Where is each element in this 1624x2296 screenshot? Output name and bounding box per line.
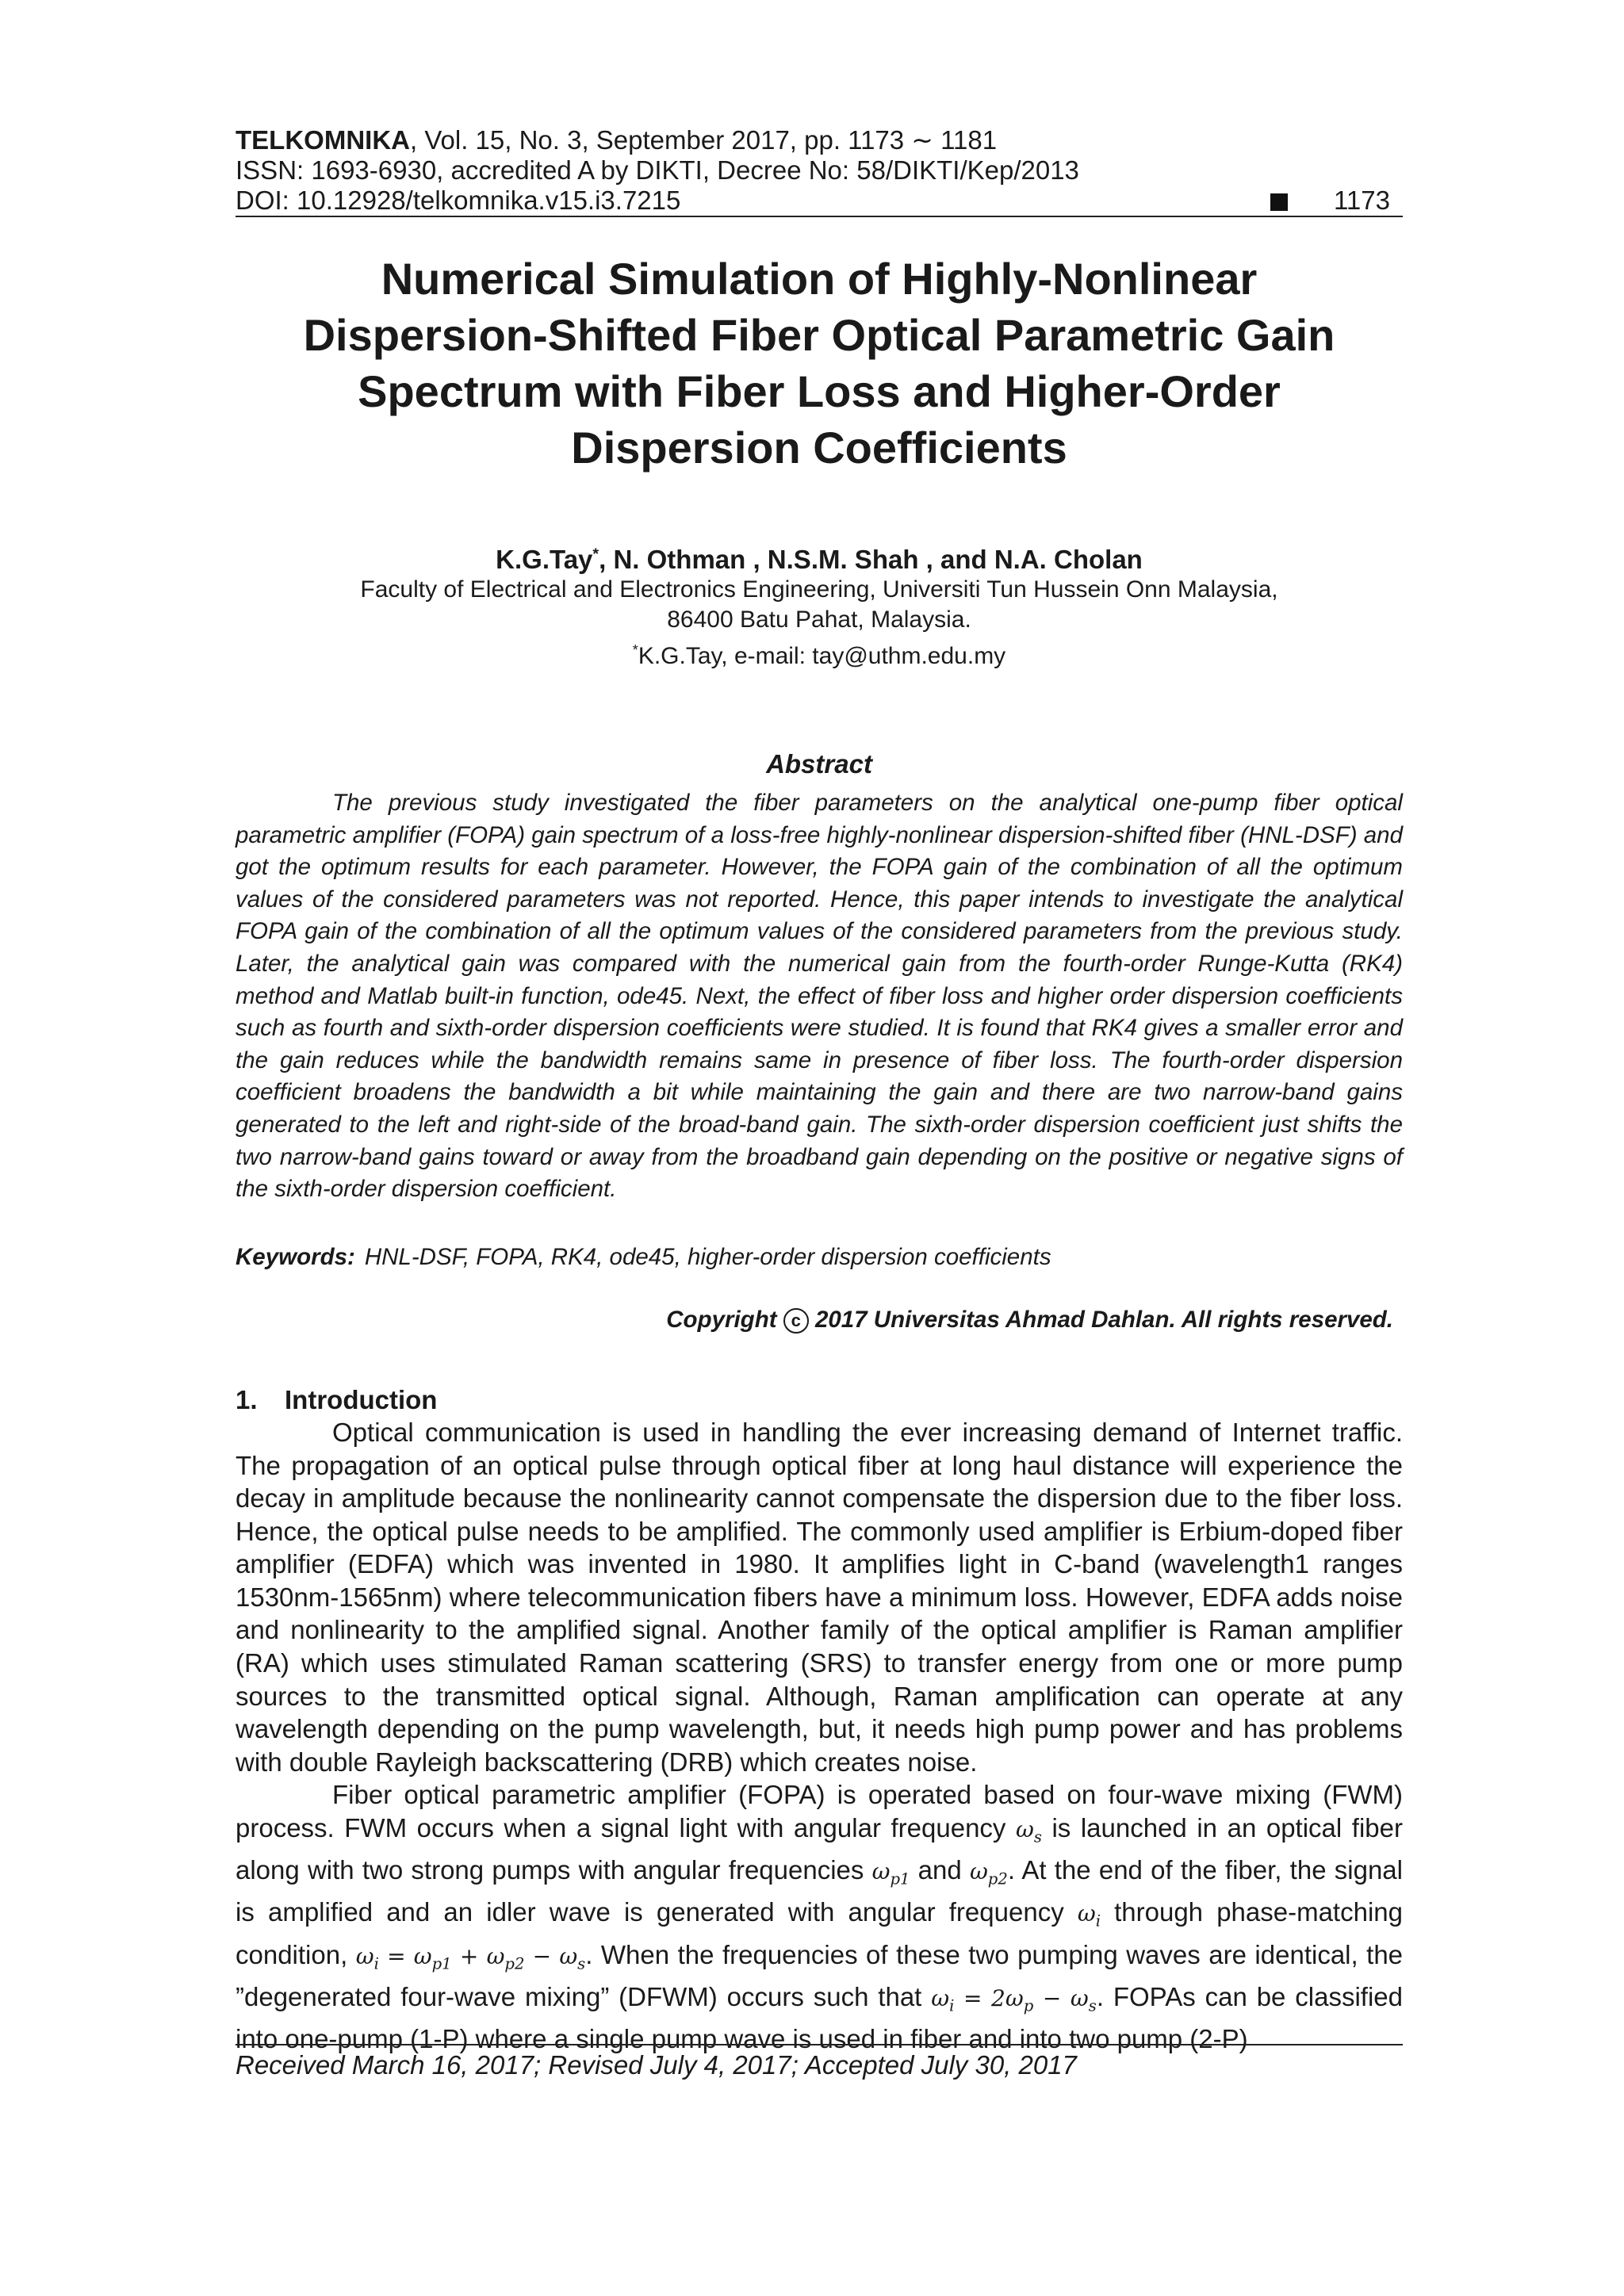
header-citation-line [236,125,1403,155]
title-line: Numerical Simulation of Highly-Nonlinear [381,254,1258,304]
section-body [236,1416,1403,2056]
header-rule [236,216,1403,217]
text-run: . When the frequencies of these two pumping waves are identical, the ”degenerated four-wave mixing” (DFWM) occurs such that [236,1939,1404,2011]
paper-page [236,125,1403,2056]
author-rest: , N. Othman , N.S.M. Shah , and N.A. Cholan [599,545,1143,574]
journal-doi: DOI: 10.12928/telkomnika.v15.i3.7215 [236,186,681,215]
header-page-info [1270,186,1390,216]
header-doi-row [236,186,1403,216]
paper-title [251,251,1387,476]
keywords-label: Keywords: [236,1243,355,1270]
journal-issn: ISSN: 1693-6930, accredited A by DIKTI, Decree No: 58/DIKTI/Kep/2013 [236,155,1079,185]
email-text: K.G.Tay, e-mail: tay@uthm.edu.my [638,643,1006,669]
received-dates: Received March 16, 2017; Revised July 4, 2017; Accepted July 30, 2017 [236,2050,1077,2080]
corresponding-mark: * [592,545,599,563]
affiliation-line-2: 86400 Batu Pahat, Malaysia. [667,607,971,633]
author-first: K.G.Tay [496,545,593,574]
text-run: Fiber optical parametric amplifier (FOPA) is operated based on four-wave mixing (FWM) process. FWM occurs when a signal light with angular frequency [236,1780,1403,1843]
email-mark: * [632,642,638,658]
author-list [236,539,1403,575]
text-run: . FOPAs can be classified into one-pump (1-P) where a single pump wave is used in fiber and into two pump (2-P) [236,1981,1404,2053]
journal-citation: , Vol. 15, No. 3, September 2017, pp. 1173 ∼ 1181 [409,125,998,155]
corresponding-email [236,635,1403,672]
paragraph [236,1778,1403,2055]
footer-rule [236,2044,1403,2045]
math-omega-i: $\omega_i$ [1077,1900,1101,1931]
affiliation [236,575,1403,672]
copyright-icon: c [783,1308,809,1334]
black-square-icon [1270,193,1288,211]
paragraph: Optical communication is used in handling the ever increasing demand of Internet traffic. The propagation of an optical pulse through optical fiber at long haul distance will experience the decay in amplitude because the nonlinearity cannot compensate the dispersion due to the fiber loss. Hence, the optical pulse needs to be amplified. The commonly used amplifier is Erbium-doped fiber amplifier (EDFA) which was invented in 1980. It amplifies light in C-band (wavelength1 ranges 1530nm-1565nm) where telecommunication fibers have a minimum loss. However, EDFA adds noise and nonlinearity to the amplified signal. Another family of the optical amplifier is Raman amplifier (RA) which uses stimulated Raman scattering (SRS) to transfer energy from one or more pump sources to the transmitted optical signal. Although, Raman amplification can operate at any wavelength depending on the pump wavelength, but, it needs high pump power and has problems with double Rayleigh backscattering (DRB) which creates noise. [236,1417,1403,1777]
copyright-text: 2017 Universitas Ahmad Dahlan. All rights reserved. [814,1306,1393,1333]
journal-header [236,125,1403,216]
title-line: Dispersion-Shifted Fiber Optical Parametric Gain [303,310,1335,360]
math-omega-s: $\omega_s$ [1015,1816,1042,1846]
section-heading [236,1384,1403,1416]
journal-name: TELKOMNIKA [236,125,410,155]
math-omega-p1: $\omega_{p1}$ [871,1858,910,1888]
copyright-notice [236,1307,1403,1334]
keywords-text: HNL-DSF, FOPA, RK4, ode45, higher-order dispersion coefficients [364,1243,1051,1270]
section-number: 1. [236,1384,258,1414]
abstract-text: The previous study investigated the fiber parameters on the analytical one-pump fiber optical parametric amplifier (FOPA) gain spectrum of a loss-free highly-nonlinear dispersion-shifted fiber (HNL-DSF) and got the optimum results for each parameter. However, the FOPA gain of the combination of all the optimum values of the considered parameters was not reported. Hence, this paper intends to investigate the analytical FOPA gain of the combination of all the optimum values of the considered parameters from the previous study. Later, the analytical gain was compared with the numerical gain from the fourth-order Runge-Kutta (RK4) method and Matlab built-in function, ode45. Next, the effect of fiber loss and higher order dispersion coefficients such as fourth and sixth-order dispersion coefficients were studied. It is found that RK4 gives a smaller error and the gain reduces while the bandwidth remains same in presence of fiber loss. The fourth-order dispersion coefficient broadens the bandwidth a bit while maintaining the gain and there are two narrow-band gains generated to the left and right-side of the broad-band gain. The sixth-order dispersion coefficient just shifts the two narrow-band gains toward or away from the broadband gain depending on the positive or negative signs of the sixth-order dispersion coefficient. [236,790,1403,1203]
page-number: 1173 [1334,186,1390,215]
affiliation-line-1: Faculty of Electrical and Electronics Engineering, Universiti Tun Hussein Onn Malaysia, [360,576,1278,603]
title-line: Dispersion Coefficients [571,423,1067,473]
equation-phase-matching: $\omega_i = \omega_{p1} + \omega_{p2} - \omega_s$ [355,1942,586,1973]
section-title: Introduction [285,1384,438,1414]
text-run: through phase-matching condition, [236,1897,1403,1969]
title-line: Spectrum with Fiber Loss and Higher-Order [358,366,1281,416]
text-run: . At the end of the fiber, the signal is amplified and an idler wave is generated with angular frequency [236,1855,1403,1927]
text-run: and [910,1855,970,1885]
copyright-prefix: Copyright [666,1306,777,1333]
text-run: is launched in an optical fiber along with two strong pumps with angular frequencies [236,1813,1403,1885]
keywords [236,1242,1403,1273]
math-omega-p2: $\omega_{p2}$ [969,1858,1008,1888]
abstract-heading: Abstract [766,749,872,779]
equation-dfwm: $\omega_i = 2\omega_p - \omega_s$ [931,1984,1097,2015]
